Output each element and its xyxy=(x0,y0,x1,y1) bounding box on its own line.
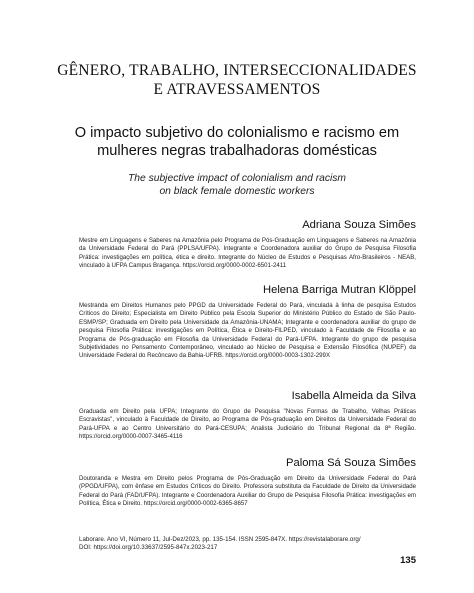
author-name-4: Paloma Sá Souza Simões xyxy=(286,457,416,469)
footer-citation xyxy=(79,536,419,553)
author-bio-1: Mestre em Linguagens e Saberes na Amazônia pelo Programa de Pós-Graduação em Linguagens e Saberes na Amazônia da Universidade Federal do Pará (PPLSA/UFPA). Integrante e Coordenadora auxiliar do Grupo de Pesquisa Filosofia Prática: investigações em política, ética e direito. Integrante do Núcleo de Estudos e Pesquisas Afro-Brasileiros - NEAB, vinculado à UFPA Campus Bragança. https://orcid.org/0000-0002-6501-2411 xyxy=(79,237,416,270)
article-title-line-1: O impacto subjetivo do colonialismo e racismo em xyxy=(74,125,400,141)
page-number: 135 xyxy=(400,555,416,566)
section-title xyxy=(40,61,434,99)
author-bio-3: Graduada em Direito pela UFPA; Integrante do Grupo de Pesquisa "Novas Formas de Trabalho, Velhas Práticas Escravistas", vinculado à Faculdade de Direito, ao Programa de Pós-graduação em Direitos da Universidade Federal do Pará-UFPA e ao Centro Universitário do Pará-CESUPA; Analista Judiciário do Tribunal Regional da 8ª Região. https://orcid.org/0000-0007-3465-4116 xyxy=(79,408,416,441)
footer-citation-journal: Laborare. Ano VI, Número 11, Jul-Dez/2023, pp. 135-154. ISSN 2595-847X. https://revistalaborare.org/ xyxy=(79,536,361,543)
article-title-line-2: mulheres negras trabalhadoras domésticas xyxy=(97,143,377,159)
article-title xyxy=(40,124,434,160)
author-bio-2: Mestranda em Direitos Humanos pelo PPGD da Universidade Federal do Pará, vinculada à linha de pesquisa Estudos Críticos do Direito; Especialista em Direito Público pela Escola Superior do Ministério Público do Estado de São Paulo-ESMP/SP; Graduada em Direito pela Universidade da Amazônia-UNAMA; Integrante e coordenadora auxiliar do grupo de pesquisa Filosofia Prática: investigações em Política, Ética e Direito-FILPED, vinculado à Faculdade de Filosofia e ao Programa de Pós-graduação em Filosofia da Universidade Federal do Pará-UFPA. Integrante do grupo de pesquisa Subjetividades no Pensamento Contemporâneo, vinculado ao Núcleo de Pesquisa e Extensão Filosófica (NUPEF) da Universidade Federal do Recôncavo da Bahia-UFRB. https://orcid.org/0000-0003-1302-299X xyxy=(79,302,416,360)
author-name-1: Adriana Souza Simões xyxy=(302,219,416,231)
section-title-line-1: GÊNERO, TRABALHO, INTERSECCIONALIDADES xyxy=(57,62,417,79)
article-title-english xyxy=(60,172,414,198)
article-title-english-line-2: on black female domestic workers xyxy=(159,186,315,197)
author-bio-4: Doutoranda e Mestra em Direito pelos Programa de Pós-Graduação em Direito da Universidade Federal do Pará (PPGD/UFPA), com ênfase em Estudos Críticos do Direito. Professora substituta da Faculdade de Direito da Universidade Federal do Pará (FAD/UFPA). Integrante e Coordenadora Auxiliar do Grupo de Pesquisa Filosofia Prática: investigações em Política, Ética e Direito. https://orcid.org/0000-0002-6365-8657 xyxy=(79,475,416,508)
author-name-2: Helena Barriga Mutran Klöppel xyxy=(263,284,416,296)
footer-citation-doi: DOI: https://doi.org/10.33637/2595-847x.2023-217 xyxy=(79,544,218,552)
article-title-english-line-1: The subjective impact of colonialism and racism xyxy=(127,173,347,184)
author-name-3: Isabella Almeida da Silva xyxy=(291,390,416,402)
section-title-line-2: E ATRAVESSAMENTOS xyxy=(153,81,321,98)
